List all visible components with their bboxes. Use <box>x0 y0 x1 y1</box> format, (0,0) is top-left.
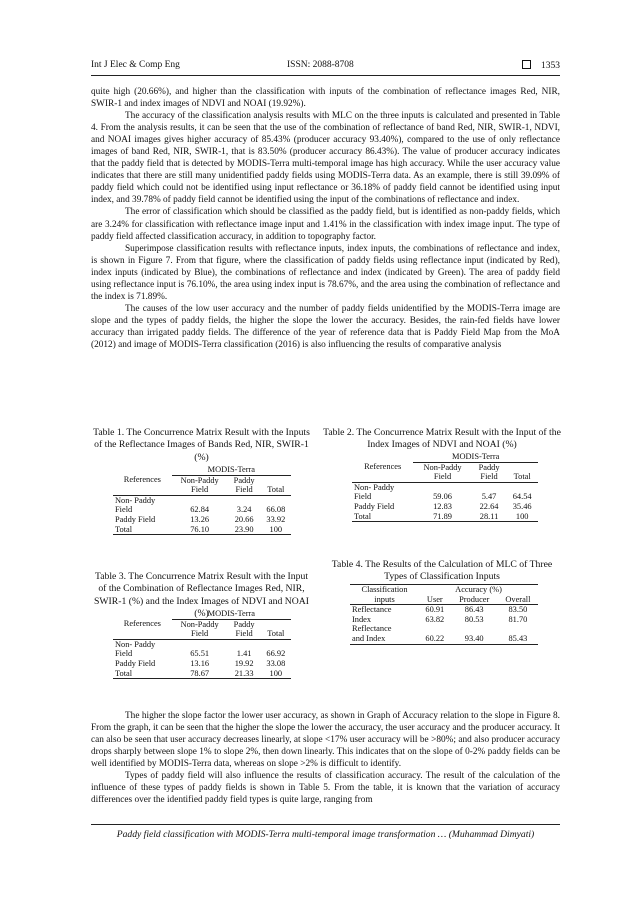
row-label: Paddy Field <box>115 514 156 524</box>
col-header: Non-Paddy <box>180 475 219 485</box>
cell <box>261 495 291 505</box>
group-header: Accuracy (%) <box>455 585 502 594</box>
col-header: Total <box>267 485 285 495</box>
table-row <box>352 492 538 502</box>
row-label: Non- Paddy <box>115 639 156 649</box>
table-row <box>113 639 291 649</box>
cell: 13.16 <box>190 658 210 668</box>
cell <box>228 495 261 505</box>
journal-name: Int J Elec & Comp Eng <box>91 60 180 70</box>
col-header: Field <box>191 485 209 495</box>
cell: 65.51 <box>190 649 210 659</box>
col-header: Non-Paddy <box>423 462 462 472</box>
paragraph: The causes of the low user accuracy and the number of paddy fields unidentified by the MODIS-Terra image are slope and the types of paddy fields, the higher the slope the lower the accuracy. Besides, the rain-fed fields have lower accuracy than irrigated paddy fields. The difference of the year of reference data that is Paddy Field Map from the MoA (2012) and image of MODIS-Terra classification (2016) is also influencing the results of comparative analysis <box>91 303 560 350</box>
footer-rule <box>91 824 560 825</box>
paragraph: Superimpose classification results with reflectance inputs, index inputs, the combinations of reflectance and index, is shown in Figure 7. From that figure, where the classification of paddy fields using reflectance input (indicated by Red), index inputs (indicated by Blue), the combinations of reflectance and index (indicated by Green). The area of paddy field using reflectance input is 76.10%, the area using index input is 78.67%, and the area using the combination of reflectance and the index is 71.89%. <box>91 243 560 302</box>
cell: 3.24 <box>236 505 252 515</box>
running-footer: Paddy field classification with MODIS-Terra multi-temporal image transformation … (Muhammad Dimyati) <box>116 829 535 840</box>
col-header: Total <box>267 629 285 639</box>
cell <box>451 624 498 634</box>
col-header: References <box>364 462 402 472</box>
col-header: Paddy <box>233 619 255 629</box>
col-header: Overall <box>505 594 531 604</box>
body-text-bottom <box>91 710 560 806</box>
table-row <box>113 495 291 505</box>
cell: 33.92 <box>266 514 286 524</box>
cell: 63.82 <box>425 614 445 624</box>
col-header: Paddy <box>478 462 500 472</box>
col-header: Field <box>235 485 253 495</box>
cell: 64.54 <box>512 492 532 502</box>
col-header: References <box>123 619 161 629</box>
col-header: Field <box>433 472 452 482</box>
col-header: Field <box>191 629 209 639</box>
cell: 35.46 <box>512 501 532 511</box>
cell <box>498 624 538 634</box>
header-rule <box>91 75 560 76</box>
cell: 19.92 <box>234 658 254 668</box>
col-header: inputs <box>374 594 395 604</box>
group-header: MODIS-Terra <box>172 609 291 619</box>
table1-caption: Table 1. The Concurrence Matrix Result with the Inputs of the Reflectance Images of Bands Red, NIR, SWIR-1 (%) <box>93 427 310 463</box>
cell: 86.43 <box>464 605 484 615</box>
cell <box>419 624 451 634</box>
col-header: References <box>123 475 161 485</box>
cell: 76.10 <box>190 524 210 534</box>
paragraph: Types of paddy field will also influence the results of classification accuracy. The result of the calculation of the influence of these types of paddy fields is shown in Table 5. From the table, it is known that the variation of accuracy differences over the identified paddy field types is quite large, ranging from <box>91 771 560 806</box>
table-row <box>113 505 291 515</box>
row-label: Paddy Field <box>354 501 395 511</box>
cell: 85.43 <box>508 633 528 643</box>
row-label: Total <box>354 511 372 521</box>
body-text-top <box>91 86 560 351</box>
checkbox-icon <box>522 60 531 69</box>
cell <box>228 639 261 649</box>
group-header: MODIS-Terra <box>413 452 538 462</box>
cell <box>172 495 228 505</box>
col-header: Non-Paddy <box>180 619 219 629</box>
cell: 23.90 <box>234 524 254 534</box>
cell: 5.47 <box>481 492 497 502</box>
table2 <box>352 452 538 522</box>
table1 <box>113 465 291 535</box>
cell: 93.40 <box>464 633 484 643</box>
row-label: Total <box>115 668 133 678</box>
cell: 62.84 <box>190 505 210 515</box>
page-number-group <box>522 60 560 71</box>
table-row <box>352 502 538 512</box>
cell: 28.11 <box>479 511 499 521</box>
table-row <box>350 615 538 625</box>
cell: 33.08 <box>266 658 286 668</box>
cell: 83.50 <box>508 605 528 615</box>
table-row <box>350 624 538 634</box>
cell: 12.83 <box>433 501 452 511</box>
cell: 60.91 <box>425 605 445 615</box>
table4 <box>350 584 538 645</box>
cell: 60.22 <box>425 633 445 643</box>
row-label: Total <box>115 524 133 534</box>
cell: 81.70 <box>508 614 528 624</box>
page-number: 1353 <box>541 61 560 71</box>
cell <box>506 482 538 492</box>
row-label: Non- Paddy <box>354 482 395 492</box>
cell: 1.41 <box>236 649 252 659</box>
cell <box>172 639 228 649</box>
cell: 59.06 <box>433 492 452 502</box>
table-row <box>113 669 291 679</box>
col-header: Field <box>480 472 498 482</box>
col-header: Total <box>513 472 531 482</box>
paragraph: The higher the slope factor the lower user accuracy, as shown in Graph of Accuracy relation to the slope in Figure 8. From the graph, it can be seen that the higher the slope the lower the accuracy, the user accuracy and the producer accuracy. It can also be seen that user accuracy decreases linearly, at slope <17% user accuracy will be >80%; and also producer accuracy drops sharply between slope 1% to slope 2%, then down linearly. This indicates that on the slope of 0-2% paddy fields can be well identified by MODIS-Terra data, whereas on slope >2% is difficult to identify. <box>91 711 560 770</box>
table-row <box>113 525 291 535</box>
row-label: and Index <box>352 633 386 643</box>
cell <box>413 482 471 492</box>
cell: 20.66 <box>234 514 254 524</box>
cell: 66.08 <box>266 505 286 515</box>
issn: ISSN: 2088-8708 <box>287 60 354 70</box>
cell: 71.89 <box>433 511 452 521</box>
table4-caption: Table 4. The Results of the Calculation of MLC of Three Types of Classification Inputs <box>331 559 553 583</box>
table3 <box>113 609 291 679</box>
col-header: Producer <box>459 594 490 604</box>
cell: 80.53 <box>464 614 484 624</box>
row-label: Field <box>115 649 133 659</box>
cell: 100 <box>515 511 529 521</box>
table-row <box>113 659 291 669</box>
paragraph: The accuracy of the classification analysis results with MLC on the three inputs is calculated and presented in Table 4. From the analysis results, it can be seen that the use of the combination of reflectance of band Red, NIR, SWIR-1, NDVI, and NOAI images gives higher accuracy of 85.43% (producer accuracy 93.40%), compared to the use of only reflectance images of band Red, NIR, SWIR-1, that is 83.50% (producer accuracy 86.43%). The value of producer accuracy indicates that the paddy field that is detected by MODIS-Terra multi-temporal image has high accuracy. While the user accuracy value indicates that there are still many unidentified paddy fields using MODIS-Terra data. As an example, there is still 39.09% of paddy field which could not be identified using input reflectance or 36.18% of paddy field cannot be identified using input index, and 39.78% of paddy field cannot be identified using the input of the combinations of reflectance and index. <box>91 111 560 206</box>
cell: 100 <box>269 524 283 534</box>
paragraph: quite high (20.66%), and higher than the classification with inputs of the combination of reflectance images Red, NIR, SWIR-1 and index images of NDVI and NOAI (19.92%). <box>91 87 560 110</box>
row-label: Non- Paddy <box>115 495 156 505</box>
cell: 100 <box>269 668 283 678</box>
row-label: Reflectance <box>352 605 392 615</box>
table3-caption: Table 3. The Concurrence Matrix Result with the Input of the Combination of Reflectance Images Red, NIR, SWIR-1 (%) and the Index Images of NDVI and NOAI (%) <box>94 571 309 619</box>
table-row <box>113 649 291 659</box>
cell: 22.64 <box>479 501 499 511</box>
group-header: MODIS-Terra <box>172 465 291 475</box>
col-header: Classification <box>361 585 408 594</box>
row-label: Field <box>354 492 372 502</box>
col-header: Paddy <box>233 475 255 485</box>
cell: 78.67 <box>190 668 210 678</box>
row-label: Reflectance <box>352 624 392 634</box>
table2-caption: Table 2. The Concurrence Matrix Result with the Input of the Index Images of NDVI and NOAI (%) <box>323 427 561 451</box>
cell: 66.92 <box>266 649 286 659</box>
cell <box>261 639 291 649</box>
cell: 13.26 <box>190 514 210 524</box>
table-row <box>352 512 538 522</box>
row-label: Index <box>352 614 372 624</box>
row-label: Paddy Field <box>115 658 156 668</box>
cell: 21.33 <box>234 668 254 678</box>
cell <box>472 482 507 492</box>
col-header: Field <box>235 629 253 639</box>
row-label: Field <box>115 505 133 515</box>
table-row <box>350 605 538 615</box>
table-row <box>350 634 538 644</box>
table-row <box>352 482 538 492</box>
col-header: User <box>426 594 443 604</box>
table-row <box>113 515 291 525</box>
paragraph: The error of classification which should be classified as the paddy field, but is identified as non-paddy fields, which are 3.24% for classification with reflectance image input and 1.41% in the classification with index image input. The type of paddy field affected classification accuracy, in addition to topography factor. <box>91 207 560 242</box>
